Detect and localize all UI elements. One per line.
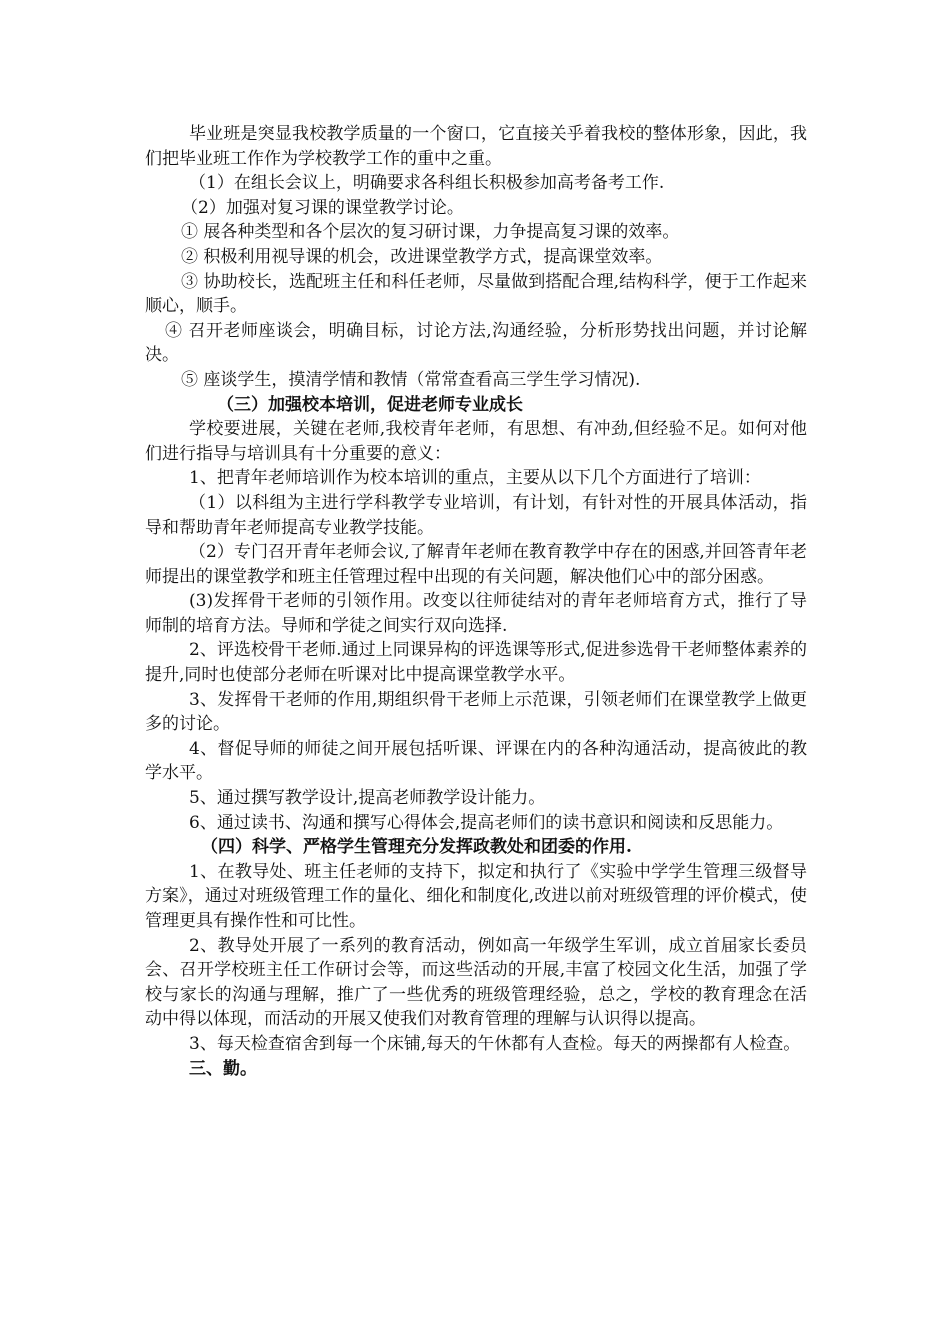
paragraph-training-6: 6、通过读书、沟通和撰写心得体会,提高老师们的读书意识和阅读和反思能力。 bbox=[189, 812, 784, 833]
paragraph-sub-4: ④ 召开老师座谈会，明确目标，讨论方法,沟通经验，分析形势找出问题，并讨论解决。 bbox=[145, 320, 807, 366]
paragraph-training-2: 2、评选校骨干老师.通过上同课异构的评选课等形式,促进参选骨干老师整体素养的提升,同时也使部分老师在听课对比中提高课堂教学水平。 bbox=[145, 640, 807, 686]
paragraph-management-1: 1、在教导处、班主任老师的支持下，拟定和执行了《实验中学学生管理三级督导方案》，通过对班级管理工作的量化、细化和制度化,改进以前对班级管理的评价模式，使管理更具有操作性和可比性。 bbox=[145, 861, 807, 931]
section-heading-diligence: 三、勤。 bbox=[189, 1058, 257, 1079]
paragraph-sub-5: ⑤ 座谈学生，摸清学情和教情（常常查看高三学生学习情况). bbox=[181, 369, 641, 390]
paragraph-sub-2: ② 积极利用视导课的机会，改进课堂教学方式，提高课堂效率。 bbox=[181, 246, 663, 267]
paragraph-sub-3: ③ 协助校长，选配班主任和科任老师，尽量做到搭配合理,结构科学，便于工作起来顺心，顺手。 bbox=[145, 271, 807, 317]
paragraph-training-5: 5、通过撰写教学设计,提高老师教学设计能力。 bbox=[189, 788, 546, 809]
paragraph-school-development: 学校要进展，关键在老师,我校青年老师，有思想、有冲劲,但经验不足。如何对他们进行指导与培训具有十分重要的意义： bbox=[145, 419, 807, 464]
section-heading-4: （四）科学、严格学生管理充分发挥政教处和团委的作用. bbox=[201, 837, 632, 858]
document-body bbox=[145, 122, 807, 1081]
paragraph-sub-1: ① 展各种类型和各个层次的复习研讨课，力争提高复习课的效率。 bbox=[181, 222, 680, 243]
paragraph-item-1: （1）在组长会议上，明确要求各科组长积极参加高考备考工作. bbox=[189, 173, 665, 194]
paragraph-management-2: 2、教导处开展了一系列的教育活动，例如高一年级学生军训，成立首届家长委员会、召开学校班主任工作研讨会等，而这些活动的开展,丰富了校园文化生活，加强了学校与家长的沟通与理解，推广了一些优秀的班级管理经验，总之，学校的教育理念在活动中得以体现，而活动的开展又使我们对教育管理的理解与认识得以提高。 bbox=[145, 935, 807, 1030]
paragraph-training-3: 3、发挥骨干老师的作用,期组织骨干老师上示范课，引领老师们在课堂教学上做更多的讨论。 bbox=[145, 689, 807, 735]
paragraph-training-1-1: （1）以科组为主进行学科教学专业培训，有计划，有针对性的开展具体活动，指导和帮助青年老师提高专业教学技能。 bbox=[145, 492, 807, 538]
paragraph-graduating-class: 毕业班是突显我校教学质量的一个窗口，它直接关乎着我校的整体形象，因此，我们把毕业班工作作为学校教学工作的重中之重。 bbox=[145, 124, 807, 169]
paragraph-training-1-3: (3)发挥骨干老师的引领作用。改变以往师徒结对的青年老师培育方式，推行了导师制的培育方法。导师和学徒之间实行双向选择. bbox=[145, 591, 807, 636]
paragraph-training-1-2: （2）专门召开青年老师会议,了解青年老师在教育教学中存在的困惑,并回答青年老师提出的课堂教学和班主任管理过程中出现的有关问题，解决他们心中的部分困惑。 bbox=[145, 542, 807, 587]
paragraph-management-3: 3、每天检查宿舍到每一个床铺,每天的午休都有人查检。每天的两操都有人检查。 bbox=[189, 1033, 801, 1054]
paragraph-training-1: 1、把青年老师培训作为校本培训的重点，主要从以下几个方面进行了培训： bbox=[189, 468, 761, 489]
paragraph-training-4: 4、督促导师的师徒之间开展包括听课、评课在内的各种沟通活动，提高彼此的教学水平。 bbox=[145, 738, 807, 784]
paragraph-item-2: （2）加强对复习课的课堂教学讨论。 bbox=[181, 197, 464, 218]
section-heading-3: （三）加强校本培训，促进老师专业成长 bbox=[217, 394, 523, 415]
